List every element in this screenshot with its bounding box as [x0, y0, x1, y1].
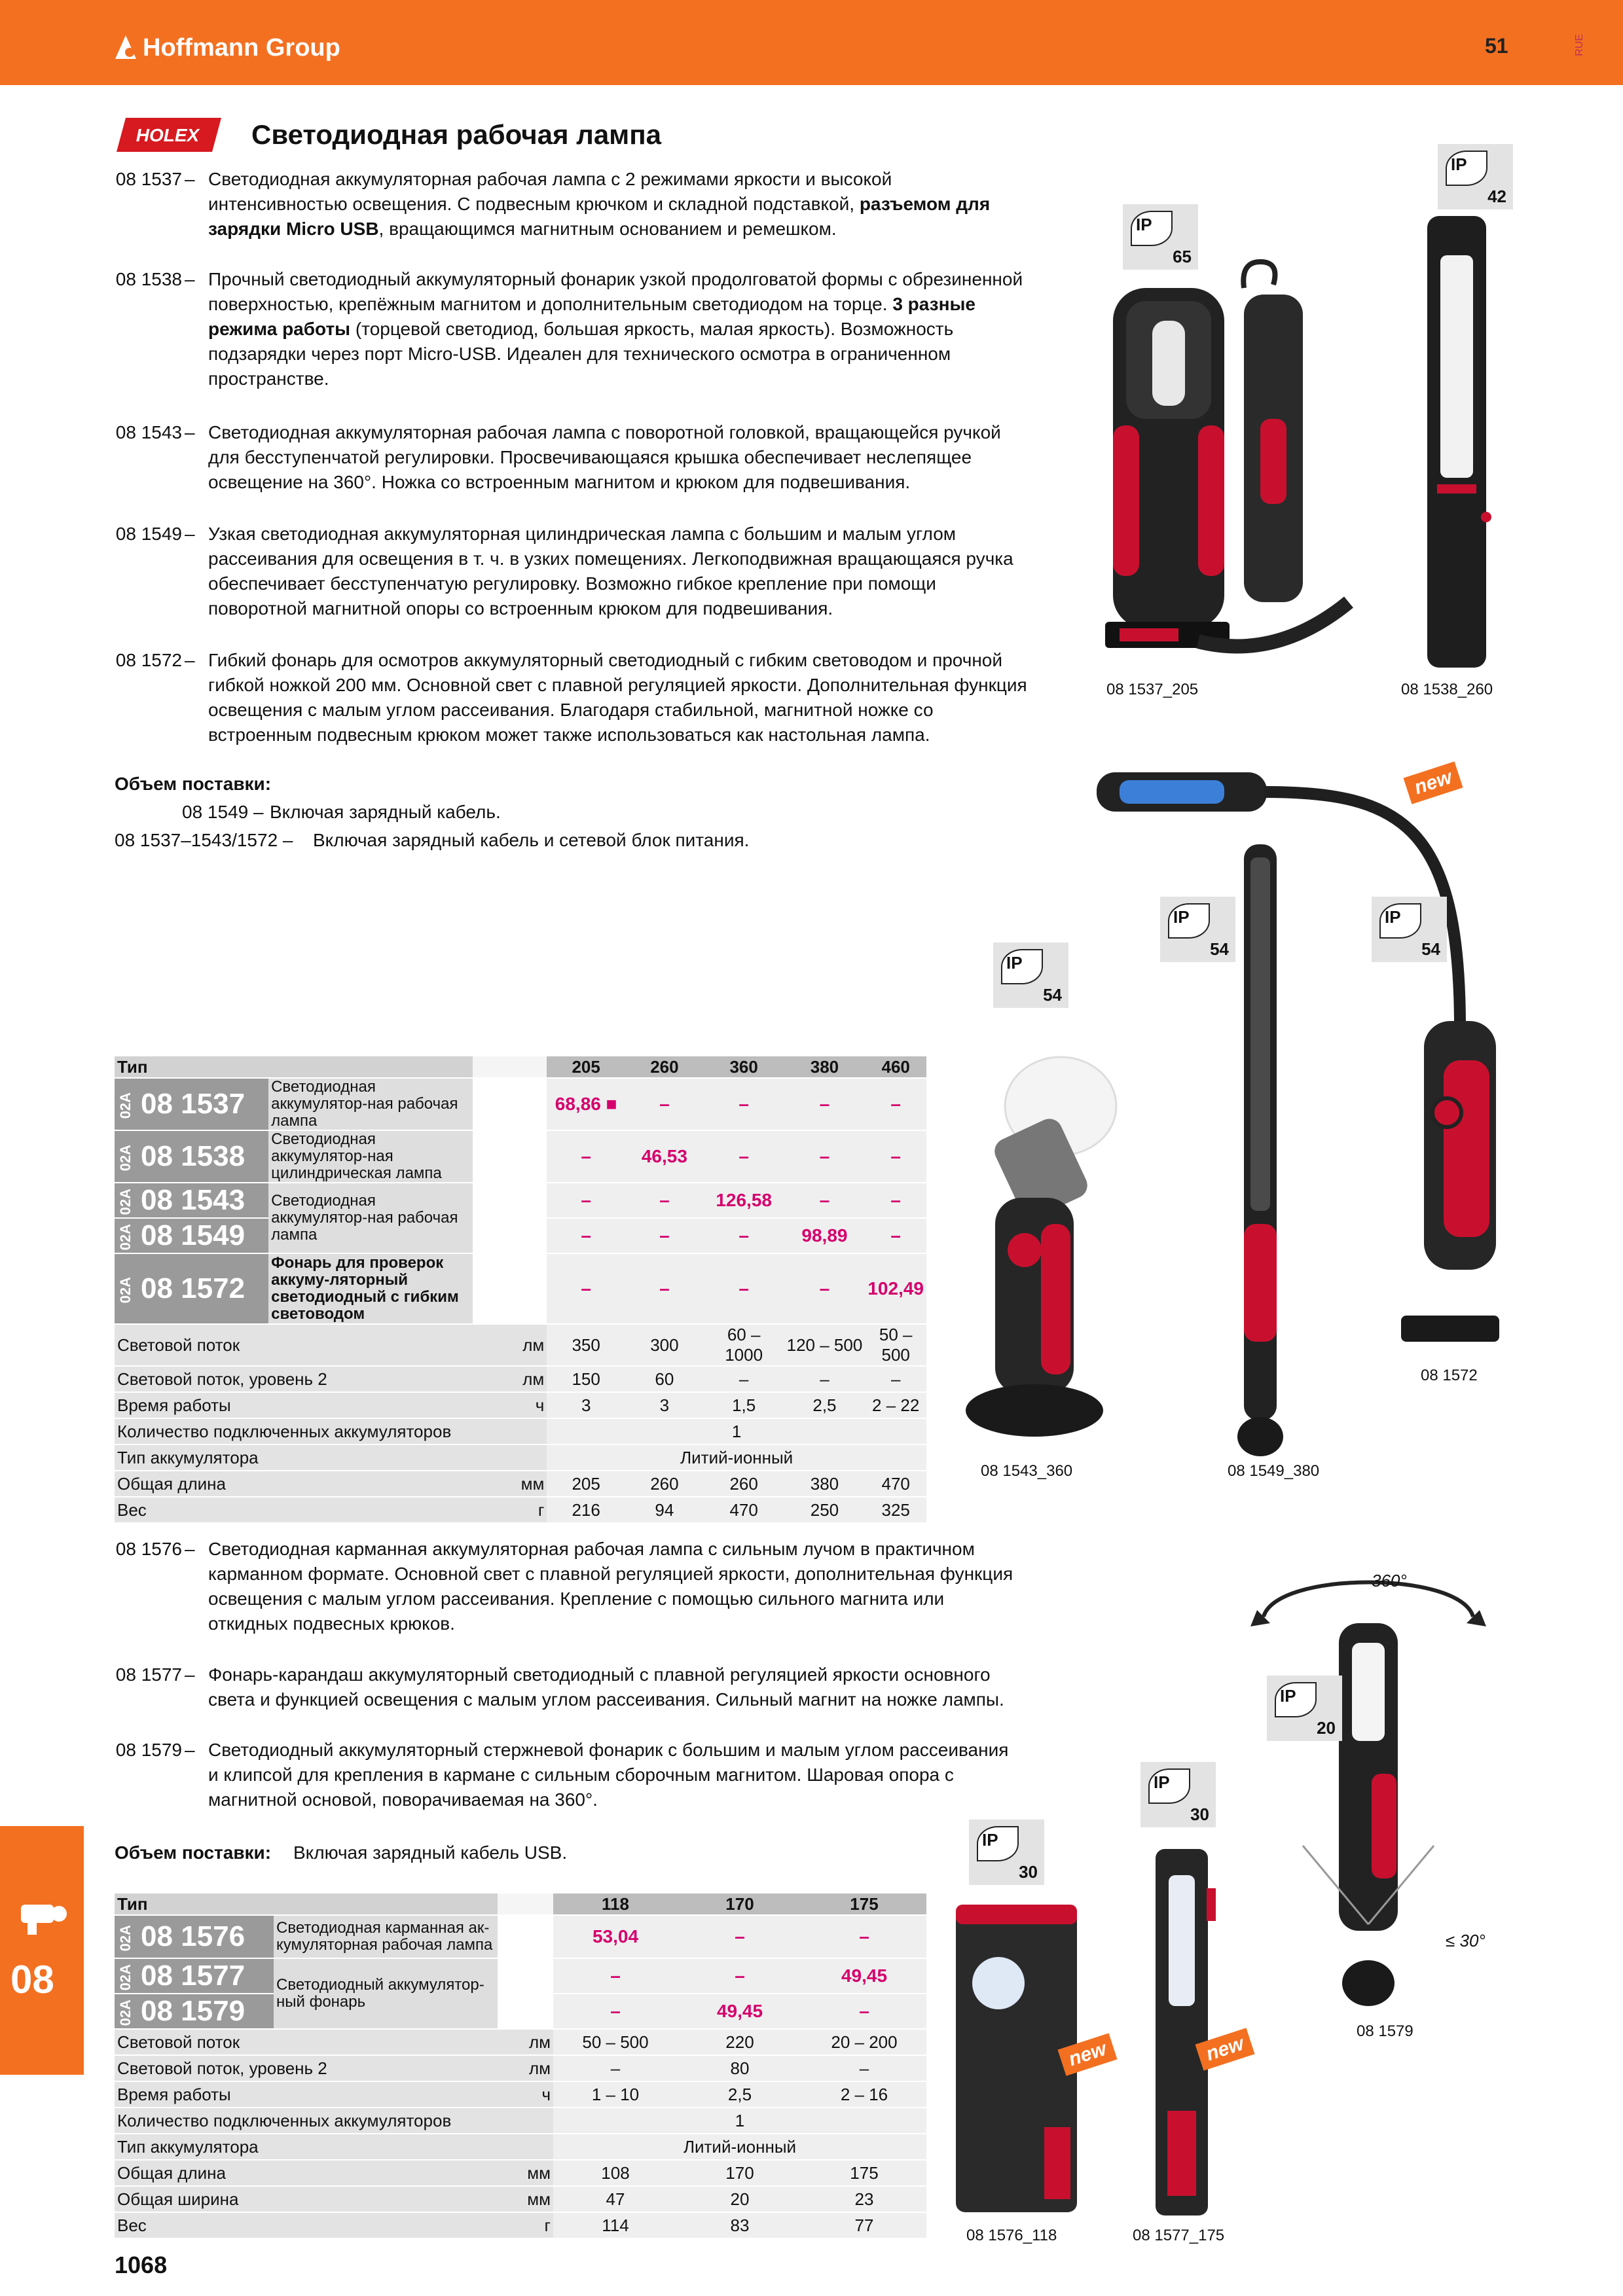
property-value: 60 – 1000 [704, 1324, 784, 1366]
image-caption: 08 1572 [1421, 1367, 1478, 1384]
prefix: 02A [117, 1145, 134, 1172]
property-unit: лм [498, 2029, 553, 2055]
price-cell: – [547, 1130, 625, 1183]
table-row [115, 1218, 926, 1253]
ip-label: IP [1173, 907, 1190, 927]
price-cell[interactable]: 126,58 [704, 1183, 784, 1218]
product-code[interactable]: 08 1538 [141, 1140, 246, 1172]
property-row [115, 2134, 926, 2160]
property-value: 350 [547, 1324, 625, 1366]
prefix: 02A [117, 1925, 134, 1952]
ip-rating: 20 [1317, 1718, 1336, 1738]
image-caption: 08 1577_175 [1133, 2227, 1225, 2244]
new-tag: new [1058, 2033, 1118, 2075]
ip-rating: 65 [1173, 247, 1192, 266]
property-row [115, 2029, 926, 2055]
price-cell: – [547, 1253, 625, 1324]
property-name: Количество подключенных аккумуляторов [115, 1418, 473, 1444]
product-code: 08 1577 [115, 1664, 182, 1685]
price-cell: – [625, 1183, 704, 1218]
image-caption: 08 1576_118 [966, 2227, 1057, 2244]
product-code: 08 1576 [115, 1539, 182, 1559]
property-name: Тип аккумулятора [115, 2134, 498, 2160]
property-unit: мм [473, 1471, 547, 1497]
property-name: Общая длина [115, 1471, 473, 1497]
property-value: 260 [704, 1471, 784, 1497]
ip-badge [1160, 897, 1235, 962]
new-tag: new [1404, 761, 1463, 804]
page-number-top: 51 [1485, 34, 1508, 58]
property-value: 20 – 200 [802, 2029, 926, 2055]
ip-label: IP [1280, 1686, 1296, 1706]
property-value: 260 [625, 1471, 704, 1497]
product-table-a [115, 1056, 926, 1524]
property-name: Количество подключенных аккумуляторов [115, 2108, 498, 2134]
chapter-number: 08 [10, 1958, 54, 2001]
property-value: 47 [553, 2186, 678, 2212]
property-row [115, 1497, 926, 1523]
property-unit [473, 1418, 547, 1444]
column-header: 118 [553, 1893, 678, 1915]
property-value: 2,5 [678, 2081, 802, 2108]
property-unit: г [498, 2212, 553, 2238]
property-unit: ч [498, 2081, 553, 2108]
desc-text: Светодиодная аккумуляторная рабочая лампа с поворотной головкой, вращающейся ручкой для бесступенчатой регулировки. Просвечивающаяся крышка обеспечивает неслепящее освещение на 360°. Ножка со встроенным магнитом и крюком для подвешивания. [208, 422, 1001, 492]
product-code[interactable]: 08 1579 [141, 1995, 246, 2027]
supply-text: Включая зарядный кабель USB. [293, 1842, 568, 1863]
image-caption: 08 1579 [1357, 2022, 1413, 2040]
property-value: 325 [865, 1497, 926, 1523]
column-header: 170 [678, 1893, 802, 1915]
supply-line-text: Включая зарядный кабель и сетевой блок питания. [313, 830, 750, 850]
table-header [115, 1893, 926, 1915]
property-value: – [802, 2055, 926, 2081]
desc-text-2: , вращающимся магнитным основанием и ремешком. [378, 219, 837, 239]
price-cell: – [784, 1078, 866, 1130]
property-value: 20 [678, 2186, 802, 2212]
property-value: – [704, 1366, 784, 1392]
price-cell: – [625, 1253, 704, 1324]
product-name: Фонарь для проверок аккуму-ляторный светодиодный с гибким световодом [268, 1253, 473, 1324]
property-name: Вес [115, 1497, 473, 1523]
price-cell[interactable]: 49,45 [678, 1994, 802, 2029]
table-row [115, 1915, 926, 1958]
product-code: 08 1538 [115, 269, 182, 289]
image-caption: 08 1543_360 [981, 1462, 1073, 1480]
desc-bold: 3 разные режима работы [208, 294, 976, 339]
type-label: Тип [115, 1056, 473, 1078]
image-caption: 08 1549_380 [1228, 1462, 1320, 1480]
product-name: Светодиодный аккумулятор-ный фонарь [274, 1958, 498, 2029]
price-cell: – [704, 1078, 784, 1130]
property-unit: лм [473, 1324, 547, 1366]
property-value: 1,5 [704, 1392, 784, 1418]
property-value: Литий-ионный [547, 1444, 926, 1471]
property-name: Время работы [115, 1392, 473, 1418]
ip-rating: 30 [1019, 1862, 1038, 1882]
property-value: 50 – 500 [865, 1324, 926, 1366]
desc-text: Прочный светодиодный аккумуляторный фонарик узкой продолговатой формы с обрезиненной поверхностью, крепёжным магнитом и дополнительным светодиодом на торце. [208, 269, 1023, 314]
ip-rating: 30 [1190, 1804, 1209, 1824]
prefix: 02A [117, 1964, 134, 1991]
product-image-081537 [1100, 249, 1362, 668]
holex-badge [117, 118, 221, 152]
ip-label: IP [1136, 215, 1152, 234]
property-unit: лм [498, 2055, 553, 2081]
price-cell[interactable]: 102,49 [865, 1253, 926, 1324]
ip-badge [1372, 897, 1447, 962]
property-value: 175 [802, 2160, 926, 2186]
property-row [115, 2160, 926, 2186]
price-cell: – [547, 1183, 625, 1218]
property-row [115, 1392, 926, 1418]
column-header: 260 [625, 1056, 704, 1078]
property-value: 1 [547, 1418, 926, 1444]
product-name: Светодиодная аккумулятор-ная рабочая лампа [268, 1078, 473, 1130]
table-row [115, 1994, 926, 2029]
ip-label: IP [1451, 154, 1467, 174]
tilt-label: ≤ 30° [1446, 1931, 1486, 1950]
property-unit: ч [473, 1392, 547, 1418]
ip-label: IP [1154, 1772, 1170, 1792]
property-value: 205 [547, 1471, 625, 1497]
supply-line-text: Включая зарядный кабель. [270, 802, 501, 822]
supply-heading: Объем поставки: [115, 1842, 272, 1863]
table-row [115, 1078, 926, 1130]
column-header: 380 [784, 1056, 866, 1078]
property-row [115, 2186, 926, 2212]
property-value: 220 [678, 2029, 802, 2055]
property-value: 108 [553, 2160, 678, 2186]
dash: – [185, 650, 195, 670]
table-row [115, 1183, 926, 1218]
price-cell: – [865, 1130, 926, 1183]
table-row [115, 1130, 926, 1183]
dash: – [185, 169, 195, 189]
property-value: 94 [625, 1497, 704, 1523]
property-value: 83 [678, 2212, 802, 2238]
price-cell: – [784, 1130, 866, 1183]
product-image-081572 [1093, 766, 1506, 1355]
price-cell: – [704, 1253, 784, 1324]
product-code[interactable]: 08 1549 [141, 1219, 246, 1251]
property-row [115, 1418, 926, 1444]
dash: – [185, 269, 195, 289]
desc-text: Фонарь-карандаш аккумуляторный светодиодный с плавной регуляцией яркости основного света и функцией освещения с малым углом рассеивания. Сильный магнит на ножке лампы. [208, 1664, 1004, 1710]
ip-badge [1140, 1762, 1216, 1827]
property-value: 3 [547, 1392, 625, 1418]
price-cell: – [625, 1078, 704, 1130]
price-cell: – [547, 1218, 625, 1253]
property-row [115, 2055, 926, 2081]
ip-badge [1123, 204, 1198, 270]
property-value: 120 – 500 [784, 1324, 866, 1366]
ip-badge [969, 1820, 1044, 1885]
property-unit: лм [473, 1366, 547, 1392]
property-value: – [553, 2055, 678, 2081]
property-unit [473, 1444, 547, 1471]
property-value: 250 [784, 1497, 866, 1523]
product-code[interactable]: 08 1572 [141, 1272, 246, 1304]
property-unit [498, 2134, 553, 2160]
desc-text-2: (торцевой светодиод, большая яркость, малая яркость). Возможность подзарядки через порт Micro-USB. Идеален для технического осмотра в ограниченном пространстве. [208, 319, 954, 389]
property-value: 77 [802, 2212, 926, 2238]
product-code: 08 1579 [115, 1740, 182, 1760]
property-unit: мм [498, 2160, 553, 2186]
product-code: 08 1537 [115, 169, 182, 189]
property-value: 170 [678, 2160, 802, 2186]
property-name: Общая ширина [115, 2186, 498, 2212]
price-cell[interactable]: 53,04 [553, 1915, 678, 1958]
property-value: 380 [784, 1471, 866, 1497]
dash: – [185, 1539, 195, 1559]
desc-text: Светодиодная карманная аккумуляторная рабочая лампа с сильным лучом в практичном карманном формате. Основной свет с плавной регуляцией яркости, дополнительная функция освещения с малым углом рассеивания. Крепление с помощью сильного магнита или откидных подвесных крюков. [208, 1539, 1013, 1634]
ip-rating: 42 [1487, 187, 1506, 206]
property-value: – [865, 1366, 926, 1392]
property-unit: г [473, 1497, 547, 1523]
prefix: 02A [117, 1189, 134, 1215]
product-code: 08 1549 [115, 524, 182, 544]
product-image-081538 [1424, 216, 1496, 668]
property-value: Литий-ионный [553, 2134, 926, 2160]
dash: – [185, 422, 195, 442]
rotation-label: 360° [1372, 1571, 1407, 1590]
table-header [115, 1056, 926, 1078]
property-row [115, 1324, 926, 1366]
side-code: RUE [1574, 34, 1585, 56]
desc-text: Гибкий фонарь для осмотров аккумуляторный светодиодный с гибким световодом и прочной гибкой ножкой 200 мм. Основной свет с плавной регуляцией яркости. Дополнительная функция освещения с малым углом рассеивания. Благодаря стабильной, магнитной ножке со встроенным подвесным крюком может также использоваться как настольная лампа. [208, 650, 1027, 745]
property-value: 80 [678, 2055, 802, 2081]
property-value: 2,5 [784, 1392, 866, 1418]
property-value: 300 [625, 1324, 704, 1366]
property-value: 23 [802, 2186, 926, 2212]
ip-badge [1267, 1676, 1342, 1741]
product-image-081577 [1149, 1849, 1221, 2222]
supply-heading: Объем поставки: [115, 774, 272, 794]
dash: – [185, 1740, 195, 1760]
desc-text: Узкая светодиодная аккумуляторная цилиндрическая лампа с большим и малым углом рассеивания для освещения в т. ч. в узких помещениях. Легкоподвижная вращающаяся ручка обеспечивает бесступенчатую регулировку. Возможно гибкое крепление при помощи поворотной магнитной опоры со встроенным крюком для подвешивания. [208, 524, 1013, 619]
column-header: 460 [865, 1056, 926, 1078]
price-cell: – [704, 1130, 784, 1183]
property-value: – [784, 1366, 866, 1392]
desc-text: Светодиодная аккумуляторная рабочая лампа с 2 режимами яркости и высокой интенсивностью освещения. С подвесным крючком и складной подставкой, [208, 169, 892, 214]
dash: – [185, 1664, 195, 1685]
holex-badge-text: HOLEX [136, 125, 200, 145]
price-cell: – [865, 1218, 926, 1253]
type-label: Тип [115, 1893, 498, 1915]
prefix: 02A [117, 1277, 134, 1304]
price-cell: – [678, 1915, 802, 1958]
tool-icon [14, 1892, 73, 1937]
property-unit [498, 2108, 553, 2134]
product-code: 08 1543 [115, 422, 182, 442]
supply-line-code: 08 1549 – [182, 802, 264, 822]
property-row [115, 1366, 926, 1392]
property-value: 60 [625, 1366, 704, 1392]
property-value: 470 [704, 1497, 784, 1523]
ip-rating: 54 [1043, 985, 1062, 1005]
product-code[interactable]: 08 1543 [141, 1184, 246, 1216]
price-cell: – [553, 1958, 678, 1994]
price-cell: – [784, 1253, 866, 1324]
supply-line-code: 08 1537–1543/1572 – [115, 830, 293, 850]
price-cell[interactable]: 98,89 [784, 1218, 866, 1253]
ip-badge [1438, 144, 1513, 209]
price-cell: – [678, 1958, 802, 1994]
property-name: Тип аккумулятора [115, 1444, 473, 1471]
ip-label: IP [1385, 907, 1401, 927]
property-name: Световой поток [115, 2029, 498, 2055]
property-name: Вес [115, 2212, 498, 2238]
property-row [115, 2212, 926, 2238]
property-row [115, 1471, 926, 1497]
column-header: 205 [547, 1056, 625, 1078]
property-name: Общая длина [115, 2160, 498, 2186]
price-cell: – [865, 1078, 926, 1130]
price-cell[interactable]: 68,86 ■ [547, 1078, 625, 1130]
product-code[interactable]: 08 1577 [141, 1960, 246, 1992]
column-header: 175 [802, 1893, 926, 1915]
desc-bold: разъемом для зарядки Micro USB [208, 194, 991, 239]
price-cell: – [553, 1994, 678, 2029]
price-cell: – [802, 1994, 926, 2029]
image-caption: 08 1537_205 [1106, 681, 1199, 698]
product-code[interactable]: 08 1537 [141, 1088, 246, 1120]
hoffmann-logo-icon [113, 33, 139, 62]
column-header: 360 [704, 1056, 784, 1078]
price-cell[interactable]: 46,53 [625, 1130, 704, 1183]
property-value: 50 – 500 [553, 2029, 678, 2055]
price-cell: – [784, 1183, 866, 1218]
prefix: 02A [117, 1224, 134, 1251]
ip-badge [993, 942, 1068, 1008]
property-unit: мм [498, 2186, 553, 2212]
price-cell: – [865, 1183, 926, 1218]
desc-text: Светодиодный аккумуляторный стержневой фонарик с большим и малым углом рассеивания и клипсой для крепления в кармане с сильным сборочным магнитом. Шаровая опора с магнитной основой, поворачиваемая на 360°. [208, 1740, 1009, 1810]
property-value: 470 [865, 1471, 926, 1497]
property-name: Световой поток, уровень 2 [115, 2055, 498, 2081]
page-title: Светодиодная рабочая лампа [251, 119, 661, 150]
property-name: Световой поток, уровень 2 [115, 1366, 473, 1392]
property-value: 1 – 10 [553, 2081, 678, 2108]
property-name: Время работы [115, 2081, 498, 2108]
product-table-b [115, 1893, 926, 2239]
price-cell: – [625, 1218, 704, 1253]
product-name: Светодиодная аккумулятор-ная рабочая лампа [268, 1183, 473, 1253]
brand-name: Hoffmann Group [143, 34, 340, 62]
property-value: 216 [547, 1497, 625, 1523]
property-row [115, 1444, 926, 1471]
page-number: 1068 [115, 2251, 168, 2278]
property-value: 3 [625, 1392, 704, 1418]
product-image-081579 [1224, 1558, 1512, 2029]
chapter-tab [0, 1826, 84, 2075]
prefix: 02A [117, 1092, 134, 1119]
price-cell: – [802, 1915, 926, 1958]
price-cell[interactable]: 49,45 [802, 1958, 926, 1994]
property-value: 114 [553, 2212, 678, 2238]
product-name: Светодиодная карманная ак-кумуляторная рабочая лампа [274, 1915, 498, 1958]
property-row [115, 2108, 926, 2134]
product-name: Светодиодная аккумулятор-ная цилиндрическая лампа [268, 1130, 473, 1183]
new-tag: new [1195, 2028, 1255, 2070]
product-code[interactable]: 08 1576 [141, 1920, 246, 1952]
product-code: 08 1572 [115, 650, 182, 670]
property-value: 150 [547, 1366, 625, 1392]
table-row [115, 1958, 926, 1994]
property-value: 2 – 16 [802, 2081, 926, 2108]
prefix: 02A [117, 2000, 134, 2026]
price-cell: – [704, 1218, 784, 1253]
property-name: Световой поток [115, 1324, 473, 1366]
ip-rating: 54 [1421, 939, 1440, 959]
ip-rating: 54 [1210, 939, 1229, 959]
property-row [115, 2081, 926, 2108]
image-caption: 08 1538_260 [1401, 681, 1493, 698]
table-row [115, 1253, 926, 1324]
dash: – [185, 524, 195, 544]
ip-label: IP [1006, 953, 1023, 973]
ip-label: IP [982, 1830, 998, 1850]
property-value: 2 – 22 [865, 1392, 926, 1418]
property-value: 1 [553, 2108, 926, 2134]
